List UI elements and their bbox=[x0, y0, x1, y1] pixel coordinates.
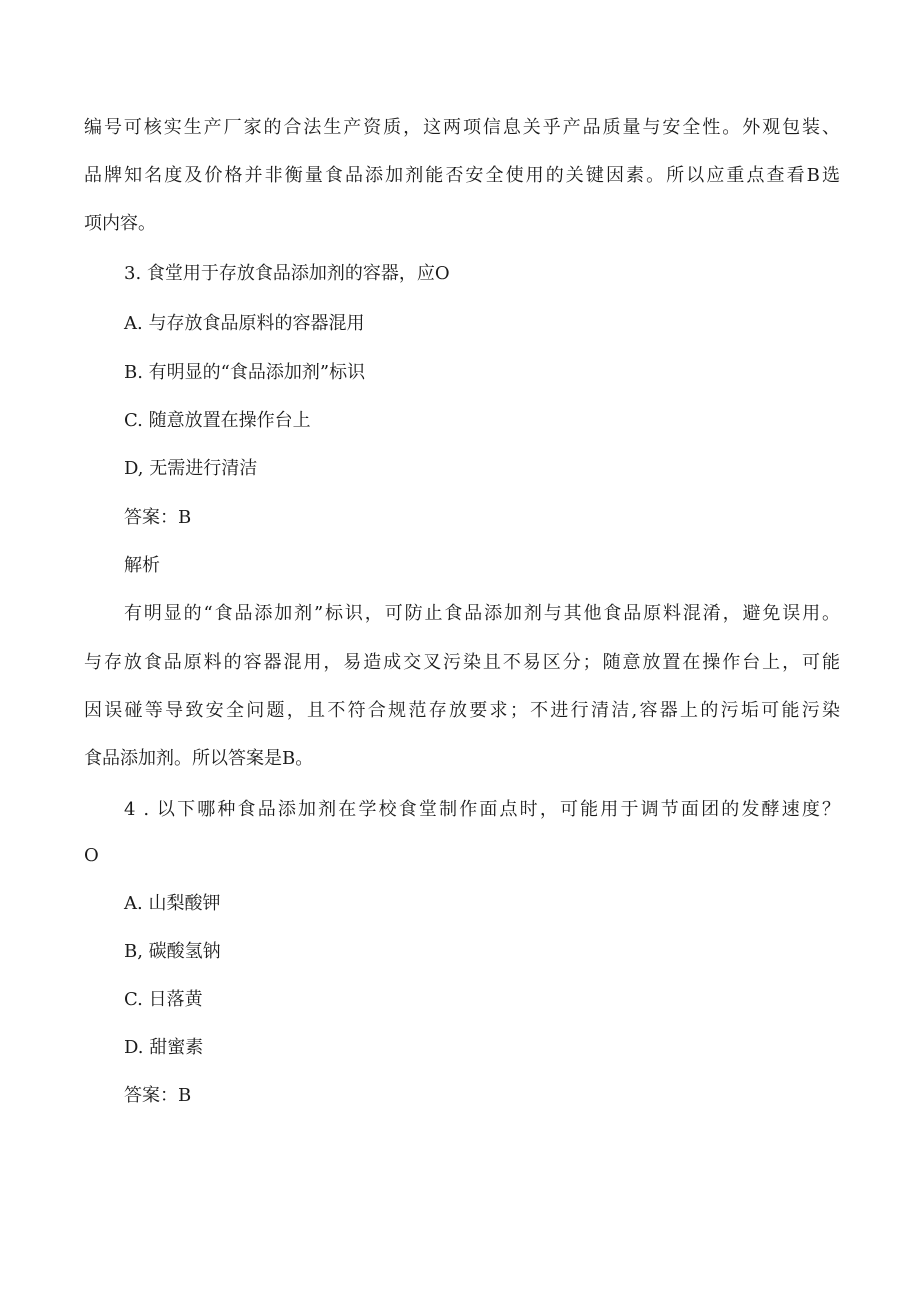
question-3-stem: 3. 食堂用于存放食品添加剂的容器，应O bbox=[124, 263, 450, 284]
question-3-analysis-line-4: 食品添加剂。所以答案是B。 bbox=[84, 748, 314, 769]
intro-paragraph-line-1: 编号可核实生产厂家的合法生产资质，这两项信息关乎产品质量与安全性。外观包装、 bbox=[84, 117, 840, 138]
question-4-stem-line-2: O bbox=[84, 845, 99, 866]
question-4-option-c: C. 日落黄 bbox=[124, 989, 203, 1010]
question-4-option-a: A. 山梨酸钾 bbox=[124, 893, 221, 914]
question-3-analysis-line-2: 与存放食品原料的容器混用，易造成交叉污染且不易区分；随意放置在操作台上，可能 bbox=[84, 652, 840, 673]
question-4-option-b: B, 碳酸氢钠 bbox=[124, 941, 221, 962]
question-3-analysis-line-1: 有明显的“食品添加剂”标识，可防止食品添加剂与其他食品原料混淆，避免误用。 bbox=[124, 603, 840, 624]
question-3-analysis-label: 解析 bbox=[124, 555, 160, 576]
question-3-option-b: B. 有明显的“食品添加剂”标识 bbox=[124, 362, 366, 383]
question-3-option-a: A. 与存放食品原料的容器混用 bbox=[124, 313, 365, 334]
question-4-answer: 答案：B bbox=[124, 1085, 192, 1106]
question-4-stem-line-1: 4 . 以下哪种食品添加剂在学校食堂制作面点时，可能用于调节面团的发酵速度？ bbox=[124, 799, 840, 820]
question-3-option-c: C. 随意放置在操作台上 bbox=[124, 410, 311, 431]
question-3-analysis-line-3: 因误碰等导致安全问题，且不符合规范存放要求；不进行清洁,容器上的污垢可能污染 bbox=[84, 700, 840, 721]
question-3-option-d: D, 无需进行清洁 bbox=[124, 458, 258, 479]
intro-paragraph-line-3: 项内容。 bbox=[84, 213, 156, 234]
question-4-option-d: D. 甜蜜素 bbox=[124, 1037, 204, 1058]
question-3-answer: 答案：B bbox=[124, 507, 192, 528]
intro-paragraph-line-2: 品牌知名度及价格并非衡量食品添加剂能否安全使用的关键因素。所以应重点查看B选 bbox=[84, 165, 840, 186]
